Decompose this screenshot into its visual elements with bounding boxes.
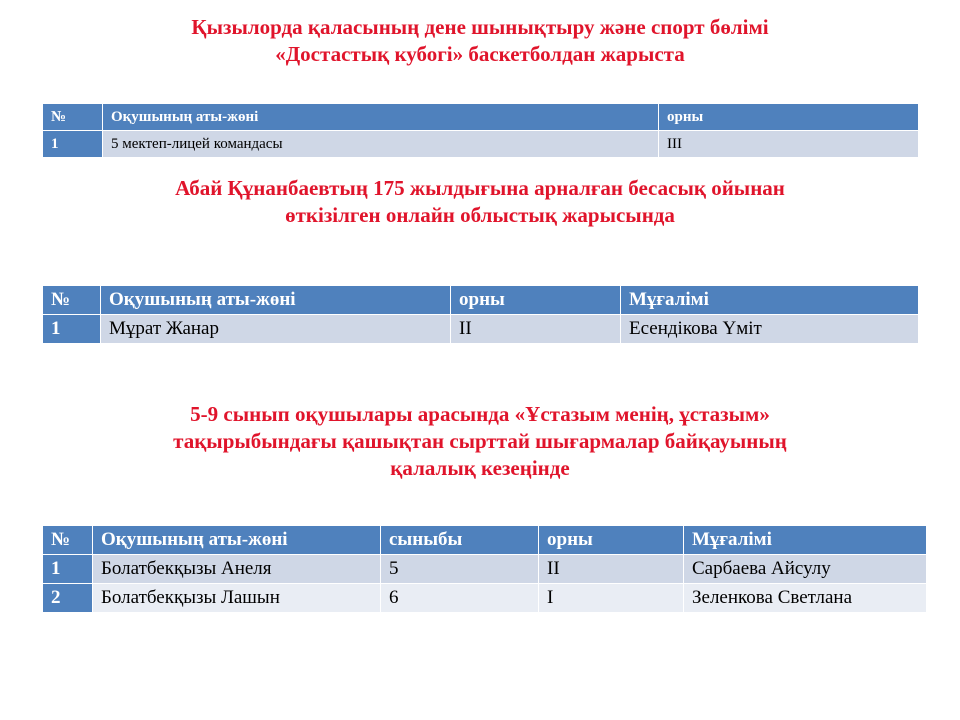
cell-place: III <box>659 131 919 158</box>
cell-name: 5 мектеп-лицей командасы <box>103 131 659 158</box>
section1-title-line2: «Достастық кубогі» баскетболдан жарыста <box>275 42 685 66</box>
section3-title-line2: тақырыбындағы қашықтан сырттай шығармалар байқауының <box>173 429 787 453</box>
table-row <box>43 555 927 584</box>
section1-heading <box>0 14 960 68</box>
cell-number: 1 <box>43 555 93 584</box>
table-header-row <box>43 104 919 131</box>
header-cell-name: Оқушының аты-жөні <box>103 104 659 131</box>
cell-number: 2 <box>43 584 93 613</box>
table-row <box>43 584 927 613</box>
section3-table <box>42 525 927 613</box>
table-row <box>43 315 919 344</box>
header-cell-number: № <box>43 286 101 315</box>
cell-teacher: Сарбаева Айсулу <box>684 555 927 584</box>
cell-place: II <box>539 555 684 584</box>
header-cell-place: орны <box>539 526 684 555</box>
header-cell-name: Оқушының аты-жөні <box>93 526 381 555</box>
cell-grade: 6 <box>381 584 539 613</box>
header-cell-grade: сыныбы <box>381 526 539 555</box>
table-header-row <box>43 286 919 315</box>
cell-grade: 5 <box>381 555 539 584</box>
section3-title-line1: 5-9 сынып оқушылары арасында «Ұстазым менің, ұстазым» <box>190 402 770 426</box>
header-cell-place: орны <box>451 286 621 315</box>
section2-table <box>42 285 919 344</box>
cell-name: Мұрат Жанар <box>101 315 451 344</box>
header-cell-place: орны <box>659 104 919 131</box>
section1-title-line1: Қызылорда қаласының дене шынықтыру және спорт бөлімі <box>191 15 769 39</box>
header-cell-number: № <box>43 104 103 131</box>
cell-teacher: Есендікова Үміт <box>621 315 919 344</box>
section2-title-line2: өткізілген онлайн облыстық жарысында <box>285 203 675 227</box>
cell-teacher: Зеленкова Светлана <box>684 584 927 613</box>
cell-place: I <box>539 584 684 613</box>
section1-table <box>42 103 919 158</box>
cell-place: II <box>451 315 621 344</box>
header-cell-teacher: Мұғалімі <box>621 286 919 315</box>
header-cell-name: Оқушының аты-жөні <box>101 286 451 315</box>
cell-name: Болатбекқызы Анеля <box>93 555 381 584</box>
section3-title-line3: қалалық кезеңінде <box>390 456 570 480</box>
cell-number: 1 <box>43 315 101 344</box>
header-cell-number: № <box>43 526 93 555</box>
section2-heading <box>0 175 960 229</box>
section3-heading <box>0 401 960 482</box>
header-cell-teacher: Мұғалімі <box>684 526 927 555</box>
cell-name: Болатбекқызы Лашын <box>93 584 381 613</box>
table-header-row <box>43 526 927 555</box>
table-row <box>43 131 919 158</box>
section2-title-line1: Абай Құнанбаевтың 175 жылдығына арналған бесасық ойынан <box>175 176 785 200</box>
cell-number: 1 <box>43 131 103 158</box>
